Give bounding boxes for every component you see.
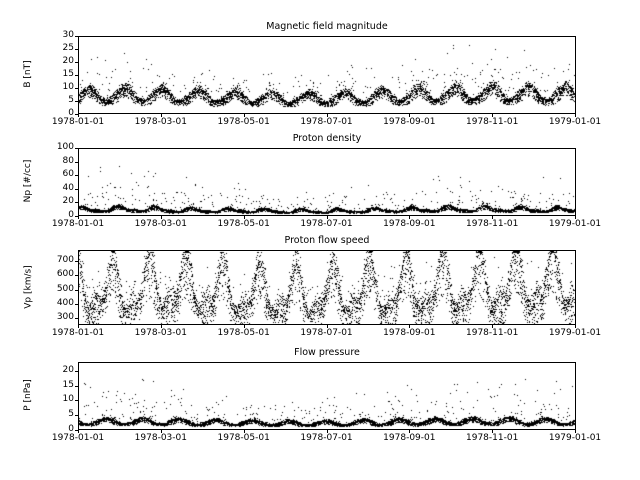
x-tick-label: 1978-01-01 (51, 219, 105, 229)
data-points-2 (79, 149, 575, 215)
y-tick-mark (75, 62, 78, 63)
y-tick-label: 30 (62, 30, 74, 40)
x-tick-mark (409, 114, 410, 117)
y-tick-label: 5 (68, 95, 74, 105)
x-tick-mark (244, 114, 245, 117)
y-tick-label: 15 (62, 379, 74, 390)
y-tick-label: 600 (56, 269, 74, 280)
y-tick-mark (75, 101, 78, 102)
plot-area-1 (78, 36, 576, 114)
x-tick-label: 1978-07-01 (300, 117, 353, 127)
y-axis-label-3: Vp [km/s] (23, 264, 33, 309)
x-tick-mark (575, 325, 576, 328)
data-points-1 (79, 37, 575, 113)
x-tick-label: 1978-09-01 (383, 328, 436, 338)
x-tick-mark (575, 216, 576, 219)
y-tick-mark (75, 415, 78, 416)
y-tick-mark (75, 49, 78, 50)
x-tick-label: 1978-09-01 (383, 219, 436, 229)
y-tick-label: 25 (62, 43, 74, 53)
x-tick-label: 1978-07-01 (300, 328, 353, 338)
x-tick-mark (244, 216, 245, 219)
y-tick-label: 300 (56, 311, 74, 322)
x-tick-mark (161, 114, 162, 117)
x-tick-mark (492, 216, 493, 219)
x-tick-mark (327, 325, 328, 328)
x-tick-label: 1978-03-01 (134, 328, 187, 338)
x-tick-label: 1979-01-01 (548, 117, 602, 127)
x-tick-mark (161, 430, 162, 433)
x-tick-label: 1978-09-01 (383, 117, 436, 127)
y-tick-mark (75, 175, 78, 176)
x-tick-label: 1979-01-01 (548, 328, 602, 338)
y-tick-label: 80 (62, 155, 74, 166)
x-tick-label: 1979-01-01 (548, 433, 602, 443)
chart-title-1: Magnetic field magnitude (266, 21, 388, 32)
y-tick-mark (75, 261, 78, 262)
plot-area-2 (78, 148, 576, 216)
y-tick-mark (75, 304, 78, 305)
x-tick-mark (161, 325, 162, 328)
y-tick-label: 60 (62, 169, 74, 180)
y-tick-label: 20 (62, 196, 74, 207)
y-tick-mark (75, 36, 78, 37)
y-tick-mark (75, 275, 78, 276)
x-tick-mark (409, 430, 410, 433)
y-tick-label: 400 (56, 297, 74, 308)
y-tick-mark (75, 189, 78, 190)
y-tick-mark (75, 290, 78, 291)
x-tick-label: 1978-05-01 (217, 328, 270, 338)
y-tick-label: 500 (56, 283, 74, 294)
y-tick-label: 15 (62, 69, 74, 79)
x-tick-label: 1978-03-01 (134, 117, 187, 127)
x-tick-label: 1978-11-01 (466, 117, 519, 127)
chart-title-2: Proton density (292, 133, 362, 144)
y-tick-mark (75, 318, 78, 319)
x-tick-label: 1978-05-01 (217, 219, 270, 229)
x-tick-label: 1978-01-01 (51, 328, 105, 338)
y-tick-label: 40 (62, 182, 74, 193)
y-tick-mark (75, 162, 78, 163)
y-tick-label: 10 (62, 394, 74, 405)
y-tick-label: 10 (62, 82, 74, 92)
x-tick-label: 1978-03-01 (134, 433, 187, 443)
x-tick-mark (492, 325, 493, 328)
y-tick-mark (75, 386, 78, 387)
y-axis-label-4: P [nPa] (23, 379, 33, 411)
x-tick-label: 1978-07-01 (300, 433, 353, 443)
x-tick-mark (409, 216, 410, 219)
y-tick-label: 0 (68, 108, 74, 118)
x-tick-mark (78, 114, 79, 117)
y-tick-mark (75, 88, 78, 89)
x-tick-label: 1978-01-01 (51, 433, 105, 443)
x-tick-mark (575, 114, 576, 117)
y-tick-mark (75, 371, 78, 372)
y-tick-mark (75, 148, 78, 149)
x-tick-label: 1978-11-01 (466, 433, 519, 443)
y-tick-label: 0 (68, 210, 74, 220)
x-tick-mark (327, 114, 328, 117)
x-tick-mark (161, 216, 162, 219)
plot-area-3 (78, 250, 576, 325)
y-axis-label-2: Np [#/cc] (23, 159, 33, 203)
x-tick-mark (575, 430, 576, 433)
x-tick-mark (244, 325, 245, 328)
x-tick-label: 1978-11-01 (466, 328, 519, 338)
y-tick-mark (75, 400, 78, 401)
y-tick-label: 20 (62, 56, 74, 66)
y-tick-label: 700 (56, 255, 74, 266)
x-tick-label: 1978-05-01 (217, 117, 270, 127)
x-tick-mark (244, 430, 245, 433)
y-tick-mark (75, 75, 78, 76)
x-tick-label: 1979-01-01 (548, 219, 602, 229)
x-tick-label: 1978-01-01 (51, 117, 105, 127)
chart-title-4: Flow pressure (294, 347, 360, 358)
chart-title-3: Proton flow speed (284, 235, 370, 246)
y-axis-label-1: B [nT] (23, 60, 33, 88)
y-tick-label: 20 (62, 364, 74, 375)
y-tick-mark (75, 202, 78, 203)
y-tick-label: 5 (68, 409, 74, 420)
x-tick-label: 1978-07-01 (300, 219, 353, 229)
x-tick-label: 1978-03-01 (134, 219, 187, 229)
x-tick-label: 1978-09-01 (383, 433, 436, 443)
y-tick-label: 100 (56, 142, 74, 152)
x-tick-mark (492, 430, 493, 433)
x-tick-mark (409, 325, 410, 328)
x-tick-label: 1978-11-01 (466, 219, 519, 229)
data-points-3 (79, 251, 575, 324)
x-tick-mark (78, 325, 79, 328)
plot-area-4 (78, 362, 576, 430)
x-tick-mark (492, 114, 493, 117)
data-points-4 (79, 363, 575, 429)
x-tick-mark (327, 216, 328, 219)
y-tick-label: 0 (68, 424, 74, 434)
x-tick-label: 1978-05-01 (217, 433, 270, 443)
x-tick-mark (78, 430, 79, 433)
x-tick-mark (78, 216, 79, 219)
x-tick-mark (327, 430, 328, 433)
